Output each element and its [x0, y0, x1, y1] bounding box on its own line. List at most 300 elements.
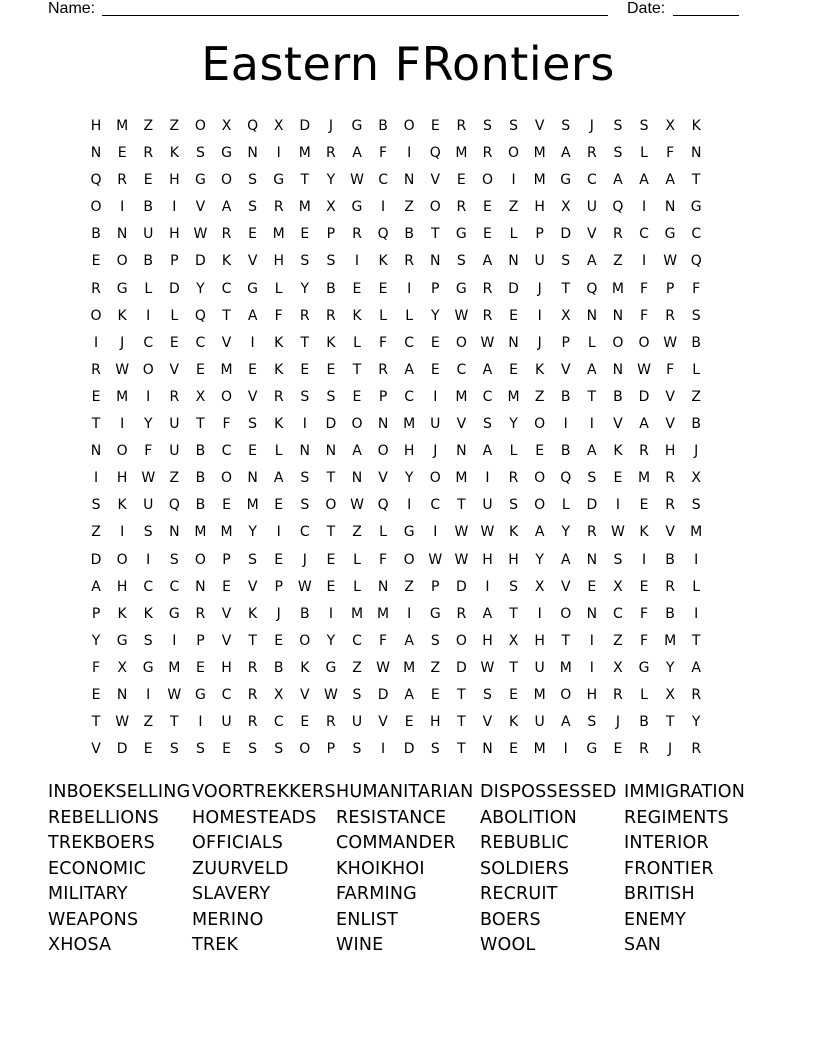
grid-letter[interactable]: P: [561, 334, 570, 351]
grid-letter[interactable]: R: [639, 741, 649, 758]
grid-letter[interactable]: R: [586, 524, 597, 541]
grid-letter[interactable]: Y: [404, 470, 414, 487]
grid-letter[interactable]: F: [379, 334, 388, 351]
grid-letter[interactable]: E: [509, 741, 518, 758]
grid-letter[interactable]: T: [457, 686, 466, 703]
grid-letter[interactable]: B: [195, 443, 206, 460]
grid-letter[interactable]: K: [300, 659, 310, 676]
grid-letter[interactable]: J: [537, 334, 542, 351]
grid-letter[interactable]: S: [248, 199, 258, 216]
grid-letter[interactable]: X: [560, 199, 571, 216]
grid-letter[interactable]: Q: [377, 226, 389, 243]
grid-letter[interactable]: O: [612, 334, 624, 351]
grid-letter[interactable]: A: [352, 443, 362, 460]
grid-letter[interactable]: O: [429, 199, 441, 216]
grid-letter[interactable]: E: [430, 118, 440, 134]
grid-letter[interactable]: I: [407, 497, 412, 514]
grid-letter[interactable]: U: [534, 714, 545, 731]
grid-letter[interactable]: X: [691, 470, 701, 487]
grid-letter[interactable]: B: [404, 226, 414, 243]
grid-letter[interactable]: G: [586, 741, 598, 758]
grid-letter[interactable]: G: [455, 226, 467, 243]
grid-letter[interactable]: O: [299, 741, 311, 758]
grid-letter[interactable]: L: [144, 280, 153, 297]
grid-letter[interactable]: N: [299, 443, 311, 460]
grid-letter[interactable]: M: [637, 470, 651, 487]
grid-letter[interactable]: R: [613, 226, 623, 243]
grid-letter[interactable]: T: [457, 714, 466, 731]
grid-letter[interactable]: H: [116, 470, 128, 487]
grid-letter[interactable]: F: [639, 307, 649, 324]
grid-letter[interactable]: I: [694, 605, 699, 622]
grid-letter[interactable]: C: [352, 632, 362, 649]
grid-letter[interactable]: O: [429, 470, 441, 487]
grid-letter[interactable]: S: [587, 470, 597, 487]
grid-letter[interactable]: K: [352, 307, 362, 324]
grid-letter[interactable]: A: [587, 253, 597, 270]
grid-letter[interactable]: R: [404, 253, 415, 270]
grid-letter[interactable]: U: [169, 443, 180, 460]
grid-letter[interactable]: W: [480, 334, 495, 351]
grid-letter[interactable]: Z: [404, 578, 414, 595]
grid-letter[interactable]: G: [116, 632, 128, 649]
grid-letter[interactable]: E: [352, 388, 362, 405]
grid-letter[interactable]: R: [482, 307, 493, 324]
grid-letter[interactable]: M: [403, 416, 416, 433]
grid-letter[interactable]: P: [222, 551, 231, 568]
grid-letter[interactable]: S: [587, 714, 597, 731]
grid-letter[interactable]: B: [560, 388, 571, 405]
grid-letter[interactable]: O: [560, 686, 572, 703]
grid-letter[interactable]: S: [300, 253, 310, 270]
grid-letter[interactable]: S: [248, 172, 258, 189]
grid-letter[interactable]: R: [91, 280, 101, 297]
grid-letter[interactable]: E: [509, 361, 518, 378]
grid-letter[interactable]: N: [586, 605, 598, 622]
grid-letter[interactable]: H: [664, 443, 676, 460]
grid-letter[interactable]: B: [613, 388, 623, 405]
grid-letter[interactable]: V: [300, 686, 310, 703]
grid-letter[interactable]: I: [694, 551, 699, 568]
grid-letter[interactable]: C: [639, 226, 649, 243]
grid-letter[interactable]: E: [91, 253, 101, 270]
grid-letter[interactable]: V: [613, 416, 623, 433]
grid-letter[interactable]: S: [248, 741, 258, 758]
grid-letter[interactable]: J: [276, 605, 281, 622]
grid-letter[interactable]: T: [509, 605, 518, 622]
grid-letter[interactable]: V: [221, 632, 232, 649]
grid-letter[interactable]: W: [115, 361, 130, 378]
grid-letter[interactable]: D: [638, 388, 650, 405]
grid-letter[interactable]: R: [117, 172, 127, 189]
grid-letter[interactable]: V: [378, 714, 388, 731]
grid-letter[interactable]: W: [637, 361, 651, 378]
grid-letter[interactable]: E: [248, 226, 258, 243]
grid-letter[interactable]: E: [91, 388, 101, 405]
grid-letter[interactable]: N: [247, 470, 258, 487]
grid-letter[interactable]: G: [429, 605, 441, 622]
grid-letter[interactable]: O: [351, 416, 363, 433]
grid-letter[interactable]: V: [247, 388, 258, 405]
grid-letter[interactable]: E: [509, 307, 518, 324]
grid-letter[interactable]: O: [194, 551, 206, 568]
grid-letter[interactable]: O: [403, 551, 415, 568]
grid-letter[interactable]: S: [300, 388, 310, 405]
grid-letter[interactable]: O: [221, 470, 233, 487]
grid-letter[interactable]: N: [403, 172, 415, 189]
grid-letter[interactable]: O: [508, 145, 520, 162]
grid-letter[interactable]: M: [298, 145, 311, 162]
grid-letter[interactable]: I: [485, 470, 490, 487]
grid-letter[interactable]: V: [456, 416, 467, 433]
grid-letter[interactable]: S: [300, 470, 310, 487]
grid-letter[interactable]: R: [169, 388, 180, 405]
grid-letter[interactable]: P: [91, 605, 101, 622]
grid-letter[interactable]: J: [302, 551, 307, 568]
grid-letter[interactable]: M: [455, 388, 468, 405]
grid-letter[interactable]: R: [456, 605, 467, 622]
grid-letter[interactable]: V: [665, 416, 675, 433]
grid-letter[interactable]: C: [221, 686, 232, 703]
grid-letter[interactable]: N: [377, 578, 389, 595]
grid-letter[interactable]: S: [561, 253, 571, 270]
grid-letter[interactable]: X: [560, 307, 571, 324]
grid-letter[interactable]: K: [535, 361, 545, 378]
grid-letter[interactable]: Q: [168, 497, 180, 514]
grid-letter[interactable]: G: [194, 172, 206, 189]
grid-letter[interactable]: S: [326, 253, 336, 270]
grid-letter[interactable]: E: [613, 470, 623, 487]
grid-letter[interactable]: D: [403, 741, 415, 758]
grid-letter[interactable]: I: [537, 605, 542, 622]
grid-letter[interactable]: N: [247, 145, 258, 162]
grid-letter[interactable]: E: [430, 361, 440, 378]
grid-letter[interactable]: R: [456, 118, 467, 134]
grid-letter[interactable]: H: [586, 686, 598, 703]
grid-letter[interactable]: F: [692, 280, 701, 297]
grid-letter[interactable]: I: [146, 307, 151, 324]
grid-letter[interactable]: M: [168, 659, 181, 676]
grid-letter[interactable]: R: [195, 605, 206, 622]
grid-letter[interactable]: C: [691, 226, 702, 243]
grid-letter[interactable]: G: [142, 659, 154, 676]
grid-letter[interactable]: O: [116, 551, 128, 568]
grid-letter[interactable]: V: [247, 578, 258, 595]
grid-letter[interactable]: V: [247, 253, 258, 270]
grid-letter[interactable]: R: [221, 226, 232, 243]
grid-letter[interactable]: I: [537, 307, 542, 324]
grid-letter[interactable]: U: [482, 497, 493, 514]
grid-letter[interactable]: W: [428, 551, 443, 568]
grid-letter[interactable]: X: [613, 659, 623, 676]
grid-letter[interactable]: H: [403, 443, 415, 460]
grid-letter[interactable]: Y: [326, 632, 336, 649]
grid-letter[interactable]: H: [169, 226, 180, 243]
grid-letter[interactable]: I: [407, 280, 412, 297]
grid-letter[interactable]: Y: [91, 632, 101, 649]
grid-letter[interactable]: R: [613, 686, 623, 703]
grid-letter[interactable]: S: [509, 497, 518, 514]
grid-letter[interactable]: M: [116, 388, 129, 405]
grid-letter[interactable]: X: [195, 388, 206, 405]
grid-letter[interactable]: C: [482, 388, 493, 405]
grid-letter[interactable]: I: [302, 416, 307, 433]
grid-letter[interactable]: Z: [691, 388, 701, 405]
grid-letter[interactable]: J: [537, 280, 542, 297]
grid-letter[interactable]: V: [665, 388, 675, 405]
grid-letter[interactable]: I: [328, 605, 333, 622]
grid-letter[interactable]: G: [690, 199, 702, 216]
grid-letter[interactable]: M: [220, 361, 233, 378]
grid-letter[interactable]: S: [143, 524, 153, 541]
grid-letter[interactable]: S: [561, 118, 571, 134]
grid-letter[interactable]: O: [142, 361, 154, 378]
grid-letter[interactable]: M: [298, 199, 311, 216]
grid-letter[interactable]: L: [274, 280, 283, 297]
grid-letter[interactable]: N: [90, 145, 102, 162]
grid-letter[interactable]: A: [404, 686, 414, 703]
grid-letter[interactable]: W: [376, 659, 390, 676]
grid-letter[interactable]: K: [169, 145, 179, 162]
grid-letter[interactable]: Y: [665, 659, 675, 676]
grid-letter[interactable]: V: [169, 361, 180, 378]
grid-letter[interactable]: K: [613, 443, 623, 460]
grid-letter[interactable]: M: [507, 388, 520, 405]
grid-letter[interactable]: E: [248, 443, 258, 460]
grid-letter[interactable]: Q: [194, 307, 206, 324]
grid-letter[interactable]: E: [352, 280, 362, 297]
grid-letter[interactable]: I: [93, 334, 99, 351]
grid-letter[interactable]: O: [481, 172, 493, 189]
grid-letter[interactable]: A: [587, 361, 597, 378]
grid-letter[interactable]: Y: [143, 416, 153, 433]
grid-letter[interactable]: D: [560, 226, 572, 243]
grid-letter[interactable]: W: [193, 226, 208, 243]
grid-letter[interactable]: O: [116, 443, 128, 460]
grid-letter[interactable]: D: [325, 416, 337, 433]
grid-letter[interactable]: F: [222, 416, 231, 433]
grid-letter[interactable]: J: [694, 443, 699, 460]
grid-letter[interactable]: D: [586, 497, 598, 514]
grid-letter[interactable]: O: [325, 497, 337, 514]
grid-letter[interactable]: G: [116, 280, 128, 297]
grid-letter[interactable]: L: [353, 578, 361, 595]
grid-letter[interactable]: P: [378, 388, 388, 405]
grid-letter[interactable]: N: [377, 416, 389, 433]
grid-letter[interactable]: E: [587, 578, 597, 595]
grid-letter[interactable]: F: [379, 632, 388, 649]
grid-letter[interactable]: S: [274, 741, 284, 758]
grid-letter[interactable]: C: [456, 361, 467, 378]
grid-letter[interactable]: T: [91, 416, 101, 433]
grid-letter[interactable]: E: [222, 497, 231, 514]
grid-letter[interactable]: S: [248, 551, 258, 568]
grid-letter[interactable]: V: [221, 605, 232, 622]
grid-letter[interactable]: I: [276, 524, 281, 541]
grid-letter[interactable]: N: [430, 253, 441, 270]
grid-letter[interactable]: B: [143, 199, 154, 216]
grid-letter[interactable]: I: [381, 741, 386, 758]
grid-letter[interactable]: F: [639, 280, 649, 297]
grid-letter[interactable]: N: [612, 307, 624, 324]
grid-letter[interactable]: R: [143, 145, 154, 162]
grid-letter[interactable]: R: [691, 686, 702, 703]
grid-letter[interactable]: C: [378, 172, 388, 189]
grid-letter[interactable]: M: [246, 497, 259, 514]
grid-letter[interactable]: O: [90, 307, 102, 324]
grid-letter[interactable]: R: [326, 307, 336, 324]
grid-letter[interactable]: B: [195, 497, 206, 514]
grid-letter[interactable]: F: [144, 443, 153, 460]
grid-letter[interactable]: G: [168, 605, 180, 622]
grid-letter[interactable]: D: [455, 578, 467, 595]
grid-letter[interactable]: U: [143, 226, 154, 243]
grid-letter[interactable]: Q: [247, 118, 259, 134]
grid-letter[interactable]: K: [248, 605, 258, 622]
grid-letter[interactable]: O: [534, 470, 546, 487]
grid-letter[interactable]: M: [690, 524, 703, 541]
grid-letter[interactable]: N: [116, 226, 128, 243]
grid-letter[interactable]: Y: [300, 280, 310, 297]
grid-letter[interactable]: G: [247, 280, 259, 297]
grid-letter[interactable]: A: [404, 361, 414, 378]
grid-letter[interactable]: Z: [430, 659, 441, 676]
grid-letter[interactable]: E: [326, 361, 336, 378]
grid-letter[interactable]: K: [508, 524, 519, 541]
grid-letter[interactable]: W: [480, 659, 495, 676]
grid-letter[interactable]: R: [586, 145, 597, 162]
grid-letter[interactable]: T: [222, 307, 231, 324]
grid-letter[interactable]: E: [248, 361, 258, 378]
grid-letter[interactable]: T: [561, 280, 571, 297]
grid-letter[interactable]: B: [691, 334, 701, 351]
grid-letter[interactable]: S: [639, 118, 649, 134]
grid-letter[interactable]: A: [221, 199, 232, 216]
grid-letter[interactable]: W: [454, 551, 469, 568]
grid-letter[interactable]: S: [509, 118, 518, 134]
grid-letter[interactable]: W: [611, 524, 625, 541]
grid-letter[interactable]: W: [323, 686, 338, 703]
grid-letter[interactable]: V: [91, 741, 101, 758]
grid-letter[interactable]: E: [222, 741, 231, 758]
grid-letter[interactable]: O: [534, 497, 546, 514]
grid-letter[interactable]: E: [300, 361, 310, 378]
grid-letter[interactable]: A: [352, 145, 362, 162]
grid-letter[interactable]: I: [381, 199, 386, 216]
grid-letter[interactable]: O: [194, 118, 206, 134]
grid-letter[interactable]: D: [455, 659, 467, 676]
grid-letter[interactable]: K: [274, 361, 284, 378]
grid-letter[interactable]: Q: [429, 145, 441, 162]
grid-letter[interactable]: G: [194, 686, 206, 703]
grid-letter[interactable]: A: [404, 632, 414, 649]
grid-letter[interactable]: M: [455, 145, 468, 162]
grid-letter[interactable]: H: [221, 659, 232, 676]
grid-letter[interactable]: L: [640, 686, 648, 703]
grid-letter[interactable]: P: [326, 741, 336, 758]
grid-letter[interactable]: E: [117, 145, 127, 162]
grid-letter[interactable]: Z: [352, 659, 362, 676]
grid-letter[interactable]: I: [120, 416, 125, 433]
grid-letter[interactable]: M: [272, 226, 285, 243]
grid-letter[interactable]: A: [639, 416, 649, 433]
grid-letter[interactable]: R: [352, 226, 362, 243]
grid-letter[interactable]: M: [377, 605, 390, 622]
grid-letter[interactable]: I: [589, 416, 594, 433]
grid-letter[interactable]: T: [326, 470, 336, 487]
grid-letter[interactable]: P: [535, 226, 544, 243]
grid-letter[interactable]: R: [691, 741, 702, 758]
grid-letter[interactable]: A: [691, 659, 701, 676]
grid-letter[interactable]: L: [561, 497, 570, 514]
grid-letter[interactable]: A: [482, 361, 493, 378]
grid-letter[interactable]: V: [430, 172, 441, 189]
grid-letter[interactable]: R: [665, 497, 675, 514]
grid-letter[interactable]: B: [560, 443, 571, 460]
grid-letter[interactable]: I: [250, 334, 255, 351]
grid-letter[interactable]: B: [691, 416, 701, 433]
grid-letter[interactable]: B: [665, 551, 675, 568]
grid-letter[interactable]: D: [195, 253, 206, 270]
grid-letter[interactable]: E: [483, 199, 492, 216]
grid-letter[interactable]: M: [455, 470, 468, 487]
grid-letter[interactable]: L: [587, 334, 596, 351]
grid-letter[interactable]: U: [143, 497, 154, 514]
grid-letter[interactable]: P: [665, 280, 675, 297]
grid-letter[interactable]: S: [195, 145, 205, 162]
grid-letter[interactable]: I: [641, 253, 647, 270]
grid-letter[interactable]: D: [90, 551, 102, 568]
grid-letter[interactable]: U: [351, 714, 363, 731]
grid-letter[interactable]: F: [666, 145, 675, 162]
grid-letter[interactable]: I: [641, 199, 647, 216]
grid-letter[interactable]: I: [485, 578, 490, 595]
grid-letter[interactable]: N: [351, 470, 363, 487]
grid-letter[interactable]: M: [533, 686, 546, 703]
grid-letter[interactable]: G: [455, 280, 467, 297]
grid-letter[interactable]: I: [146, 388, 151, 405]
grid-letter[interactable]: F: [666, 361, 675, 378]
grid-letter[interactable]: Y: [561, 524, 571, 541]
grid-letter[interactable]: T: [300, 172, 310, 189]
grid-letter[interactable]: P: [326, 226, 336, 243]
grid-letter[interactable]: H: [430, 714, 441, 731]
grid-letter[interactable]: C: [404, 334, 415, 351]
grid-letter[interactable]: T: [91, 714, 101, 731]
grid-letter[interactable]: Z: [91, 524, 101, 541]
grid-letter[interactable]: T: [326, 524, 336, 541]
grid-letter[interactable]: U: [534, 253, 545, 270]
grid-letter[interactable]: L: [353, 334, 361, 351]
grid-letter[interactable]: T: [587, 388, 597, 405]
grid-letter[interactable]: R: [482, 145, 493, 162]
grid-letter[interactable]: B: [195, 470, 206, 487]
grid-letter[interactable]: N: [508, 253, 519, 270]
grid-letter[interactable]: N: [612, 361, 624, 378]
grid-letter[interactable]: E: [639, 578, 649, 595]
grid-letter[interactable]: R: [273, 199, 284, 216]
grid-letter[interactable]: N: [690, 145, 702, 162]
grid-letter[interactable]: X: [665, 118, 675, 134]
grid-letter[interactable]: Y: [509, 416, 518, 433]
grid-letter[interactable]: E: [300, 226, 310, 243]
grid-letter[interactable]: B: [639, 714, 649, 731]
grid-letter[interactable]: O: [403, 118, 415, 134]
grid-letter[interactable]: L: [274, 443, 283, 460]
grid-letter[interactable]: K: [143, 605, 153, 622]
grid-letter[interactable]: D: [377, 686, 389, 703]
grid-letter[interactable]: G: [664, 226, 676, 243]
